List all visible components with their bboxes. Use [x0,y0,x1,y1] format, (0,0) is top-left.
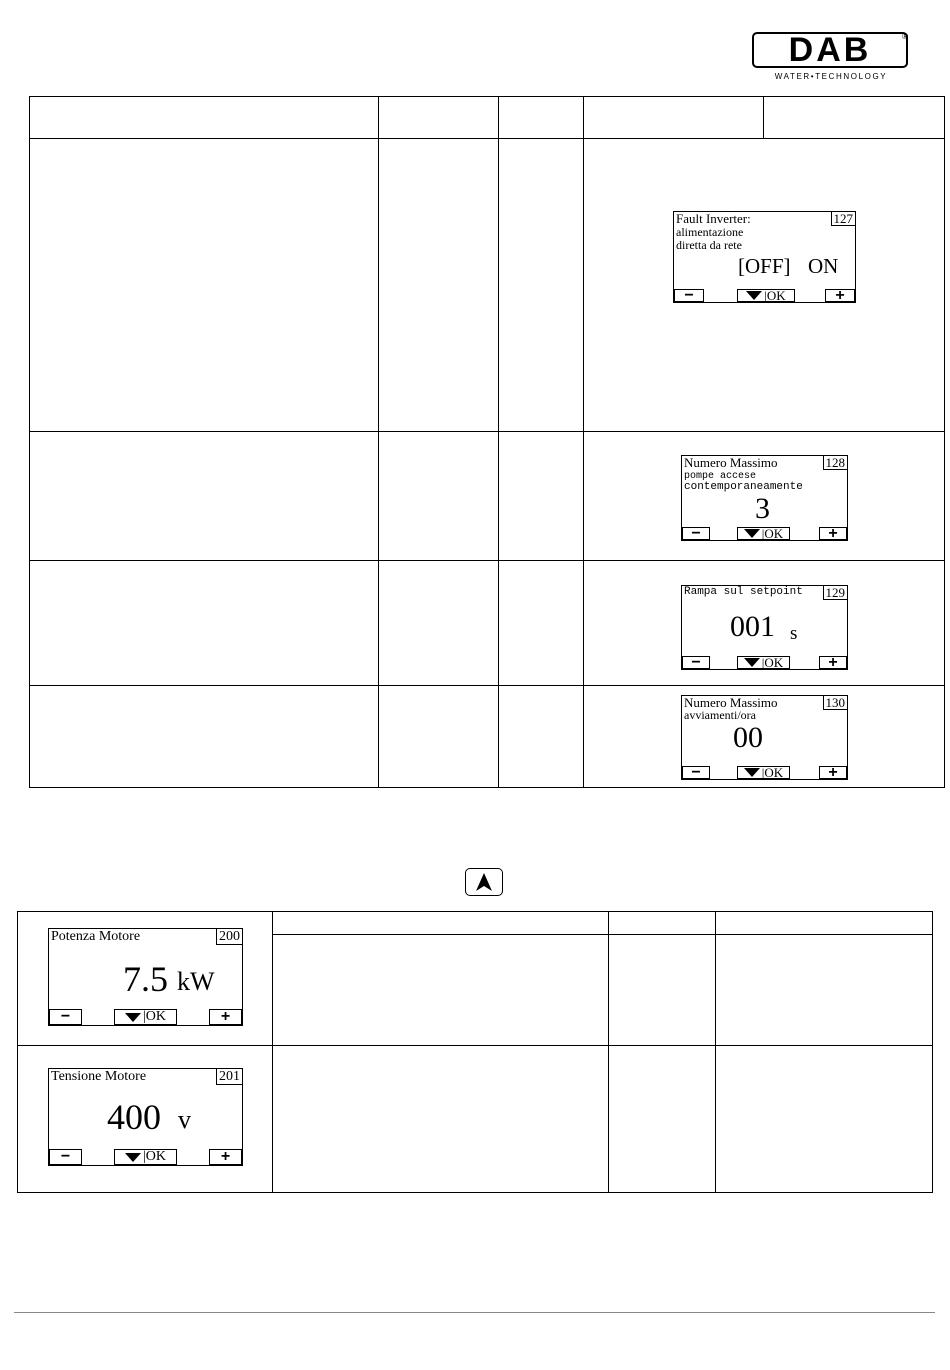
ok-label: OK [145,1009,167,1024]
lcd-line: diretta da rete [676,238,742,252]
ok-label: OK [764,655,784,670]
table2-divider [272,911,273,1193]
up-button[interactable] [465,868,503,896]
value-display: 001 [730,610,775,643]
lcd-number: 128 [823,456,848,470]
lcd-keys [682,655,847,669]
table2-row-line [17,1045,933,1046]
lcd-line: alimentazione [676,225,744,239]
lcd-screen-201 [48,1068,243,1166]
lcd-screen-127 [673,211,856,303]
minus-button[interactable]: − [49,1149,82,1165]
down-triangle-icon [744,658,760,667]
value-display: 400 [107,1097,161,1137]
plus-button[interactable]: + [819,527,847,540]
value-display: 00 [733,721,763,754]
footer-divider [14,1312,935,1313]
lcd-keys [674,288,855,302]
value-display: 7.5 [123,959,168,999]
lcd-keys [682,765,847,779]
unit-label: v [178,1105,191,1134]
ok-label: OK [764,765,784,780]
value-display: 3 [755,492,770,525]
lcd-number: 130 [823,696,848,710]
logo-brand: DAB [788,31,872,69]
plus-button[interactable]: + [819,656,847,669]
down-triangle-icon [125,1153,141,1162]
lcd-title: Tensione Motore [51,1069,147,1084]
option-off[interactable]: [OFF] [738,254,791,278]
minus-button[interactable]: − [674,289,704,302]
lcd-title: Potenza Motore [51,929,141,944]
logo-tagline: WATER•TECHNOLOGY [774,72,888,81]
table1-row-line [29,431,945,432]
ok-button[interactable]: | OK [737,527,790,540]
minus-button[interactable]: − [49,1009,82,1025]
lcd-number: 200 [216,929,242,945]
table2-divider [715,911,716,1193]
ok-button[interactable]: | OK [114,1009,177,1025]
logo-box [752,32,908,68]
option-on[interactable]: ON [808,254,839,278]
lcd-line: pompe accese [684,471,757,482]
lcd-title: Rampa sul setpoint [684,586,803,598]
lcd-number: 127 [831,212,856,226]
lcd-number: 129 [823,586,848,600]
lcd-screen-129 [681,585,848,670]
up-arrow-icon [475,872,493,892]
ok-button[interactable]: | OK [737,289,795,302]
lcd-title: Numero Massimo [684,455,778,470]
plus-button[interactable]: + [825,289,855,302]
ok-label: OK [145,1149,167,1164]
minus-button[interactable]: − [682,527,710,540]
lcd-number: 201 [216,1069,242,1085]
dab-logo [750,32,912,84]
down-triangle-icon [125,1013,141,1022]
ok-button[interactable]: | OK [737,766,790,779]
table2-divider [608,911,609,1193]
table1-row-line [29,685,945,686]
plus-button[interactable]: + [209,1009,242,1025]
lcd-line: avviamenti/ora [684,708,756,722]
off-label: OFF [745,254,784,278]
lcd-keys [682,526,847,540]
table1-row-line [29,138,945,139]
table1-divider [763,96,764,139]
minus-button[interactable]: − [682,656,710,669]
unit-label: s [790,623,798,644]
lcd-title: Numero Massimo [684,695,778,710]
lcd-screen-130 [681,695,848,780]
table2-row-line [272,934,933,935]
down-triangle-icon [744,529,760,538]
plus-button[interactable]: + [819,766,847,779]
ok-button[interactable]: | OK [114,1149,177,1165]
lcd-title: Fault Inverter: [676,211,751,226]
ok-label: OK [766,288,786,303]
plus-button[interactable]: + [209,1149,242,1165]
minus-button[interactable]: − [682,766,710,779]
down-triangle-icon [746,291,762,300]
unit-label: kW [177,967,215,996]
logo-registered: ® [902,32,908,41]
lcd-screen-128 [681,455,848,541]
ok-button[interactable]: | OK [737,656,790,669]
lcd-line: contemporaneamente [684,481,803,493]
lcd-screen-200 [48,928,243,1026]
lcd-keys [49,1149,242,1165]
down-triangle-icon [744,768,760,777]
ok-label: OK [764,526,784,541]
table1-row-line [29,560,945,561]
lcd-keys [49,1009,242,1025]
